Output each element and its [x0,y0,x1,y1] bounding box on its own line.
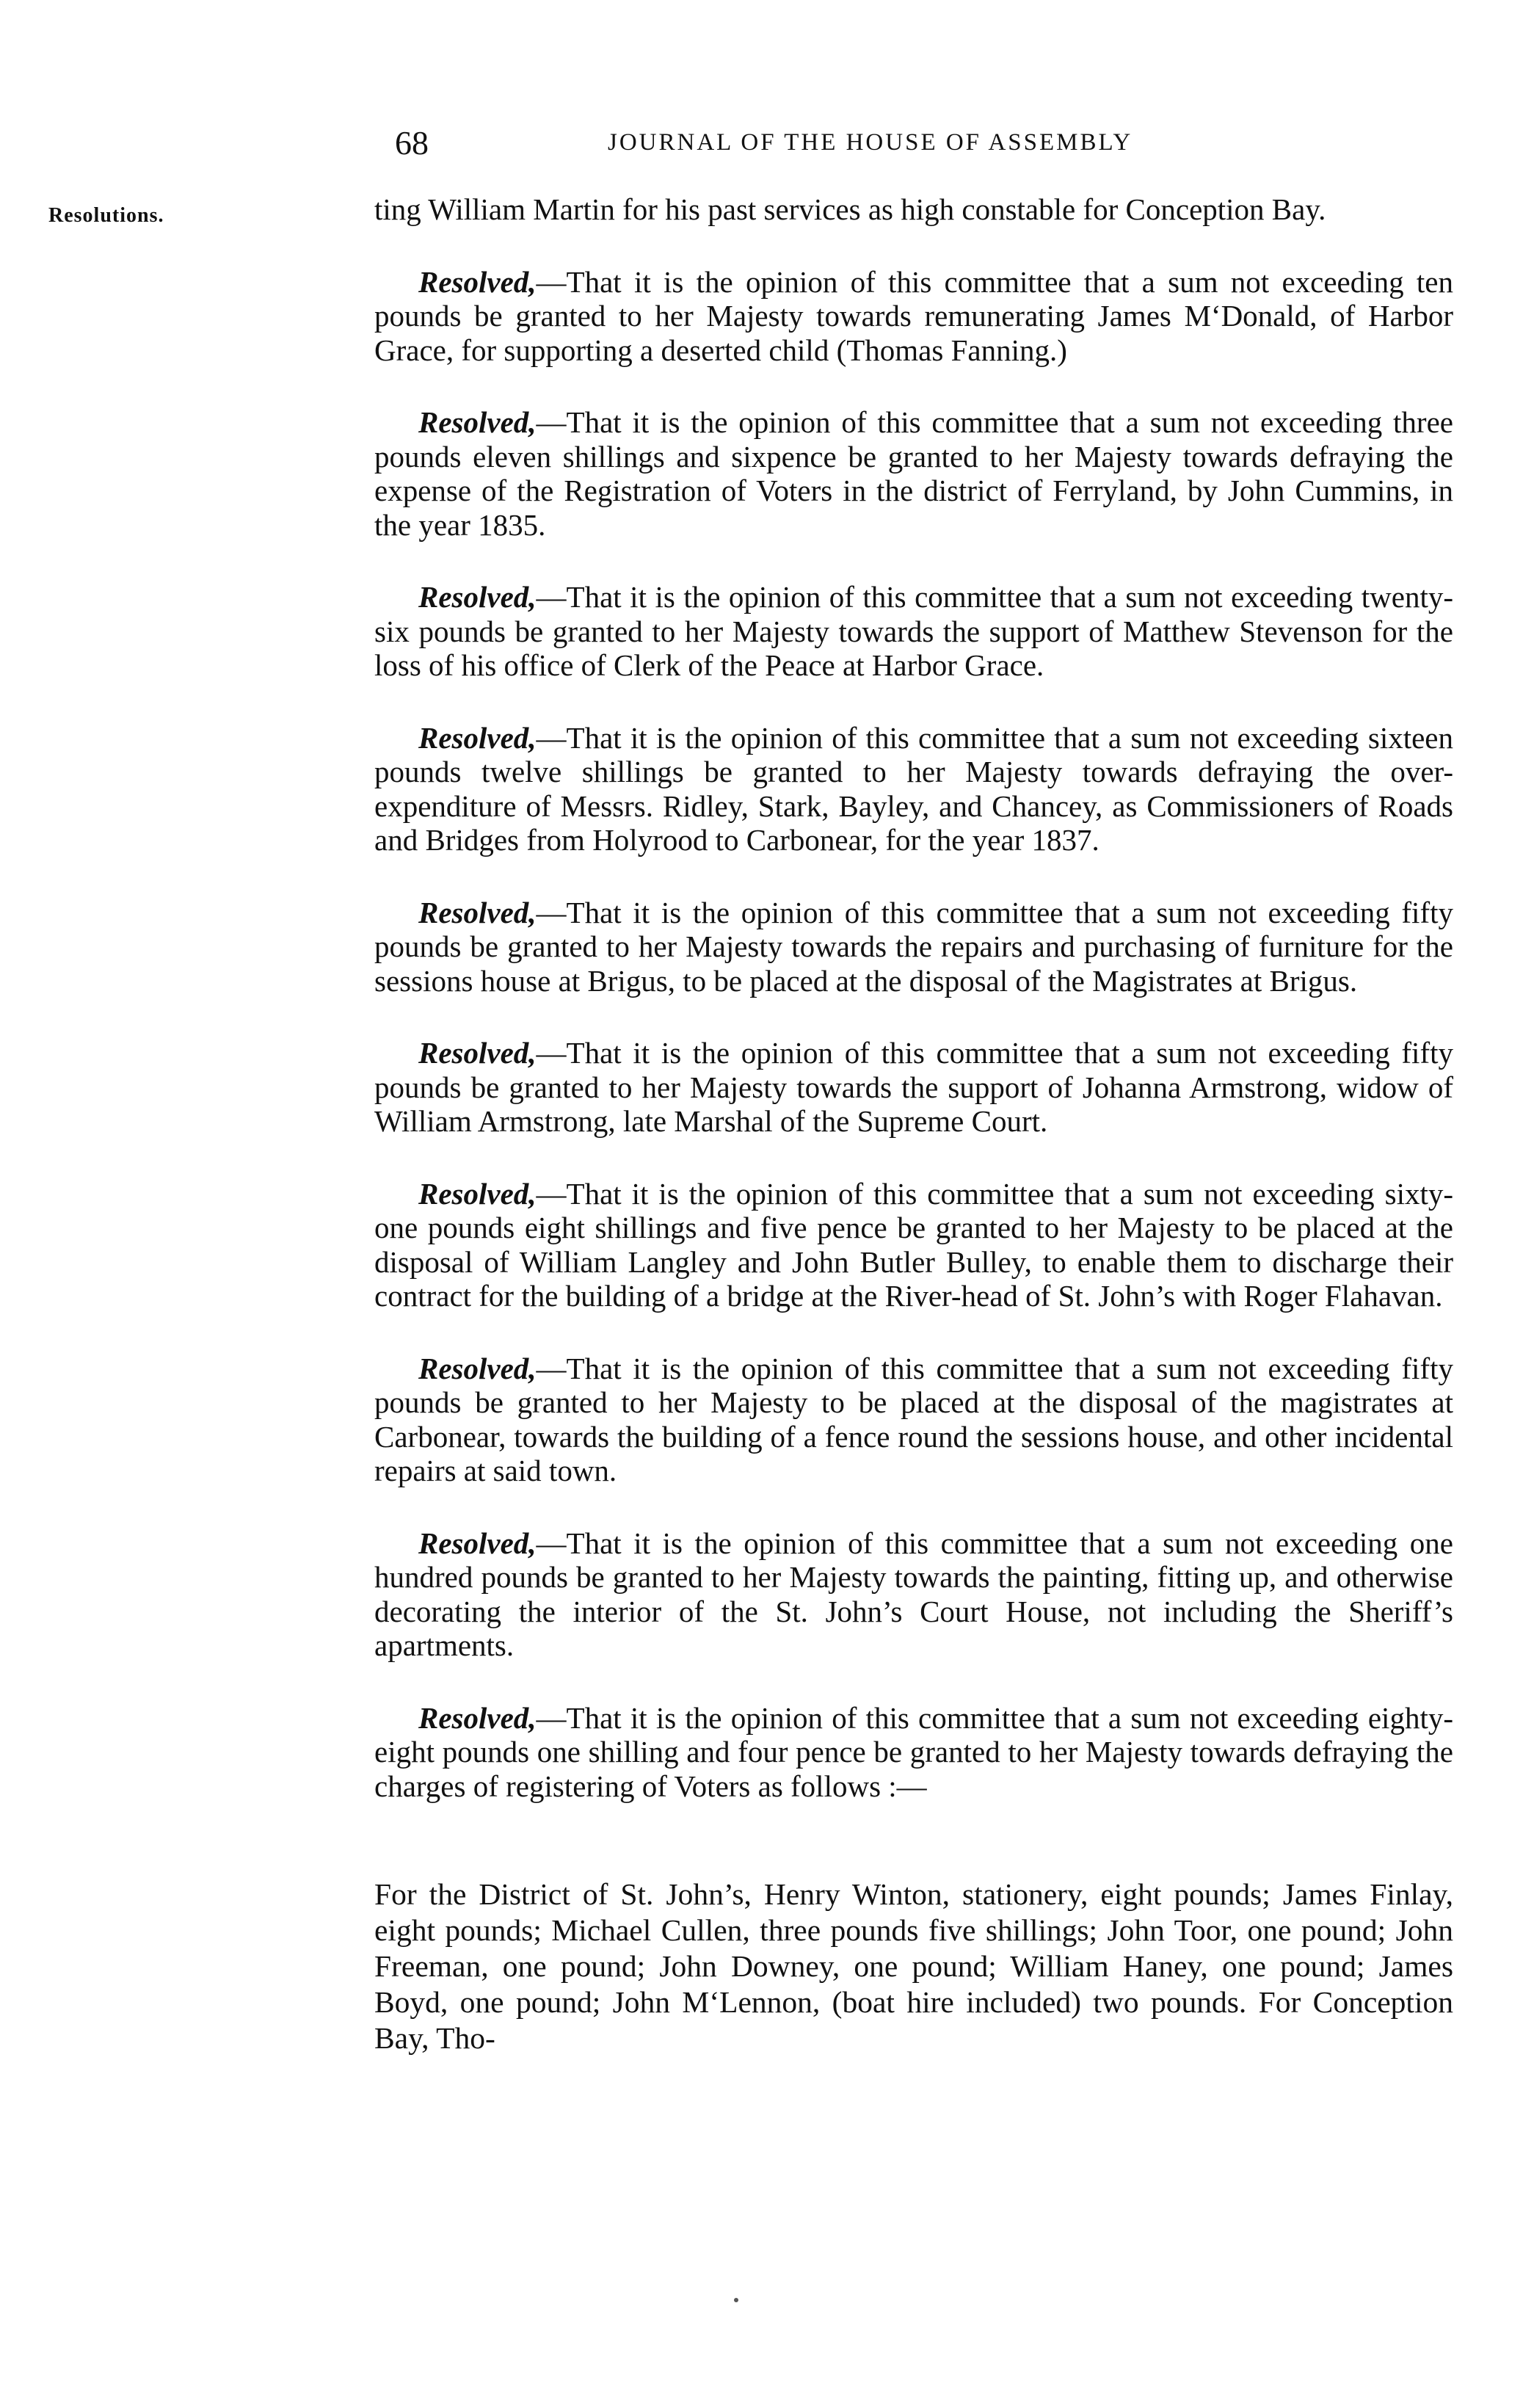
print-speck [734,2298,738,2302]
paragraph-text: —That it is the opinion of this committee that a sum not exceeding fifty pounds be granted to her Majesty towards the support of Johanna Armstrong, widow of William Armstrong, late Marshal of the Supreme Court. [374,1036,1453,1138]
voter-registration-list: For the District of St. John’s, Henry Winton, stationery, eight pounds; James Finlay, eight pounds; Michael Cullen, three pounds five shillings; John Toor, one pound; John Freeman, one pound; John Downey, one pound; William Haney, one pound; James Boyd, one pound; John M‘Lennon, (boat hire included) two pounds. For Conception Bay, Tho- [374,1877,1453,2055]
paragraph-text: —That it is the opinion of this committee that a sum not exceeding ten pounds be granted to her Majesty towards remunerating James M‘Donald, of Harbor Grace, for supporting a deserted child (Thomas Fanning.) [374,264,1453,367]
paragraph-text: —That it is the opinion of this committee that a sum not exceeding eighty-eight pounds one shilling and four pence be granted to her Majesty towards defraying the charges of registering of Voters as follows :— [374,1700,1453,1803]
resolution-lead: Resolved, [418,264,537,299]
resolution-paragraph [374,896,1453,998]
paragraph-text: —That it is the opinion of this committee that a sum not exceeding sixty-one pounds eight shillings and five pence be granted to her Majesty to be placed at the disposal of William Langley and John Butler Bulley, to enable them to discharge their contract for the building of a bridge at the River-head of St. John’s with Roger Flahavan. [374,1176,1453,1313]
paragraph-text: —That it is the opinion of this committee that a sum not exceeding fifty pounds be granted to her Majesty to be placed at the disposal of the magistrates at Carbonear, towards the building of a fence round the sessions house, and other incidental repairs at said town. [374,1351,1453,1487]
paragraph-text: ting William Martin for his past services as high constable for Conception Bay. [374,192,1326,226]
resolution-paragraph [374,405,1453,542]
body-text [374,192,1453,2095]
resolution-paragraph [374,1177,1453,1313]
paragraph-text: —That it is the opinion of this committee that a sum not exceeding fifty pounds be granted to her Majesty towards the repairs and purchasing of furniture for the sessions house at Brigus, to be placed at the disposal of the Magistrates at Brigus. [374,895,1453,998]
margin-note: Resolutions. [48,204,164,227]
resolution-paragraph [374,265,1453,368]
paragraph-text: —That it is the opinion of this committee that a sum not exceeding sixteen pounds twelve shillings be granted to her Majesty towards defraying the over-expenditure of Messrs. Ridley, Stark, Bayley, and Chancey, as Commissioners of Roads and Bridges from Holyrood to Carbonear, for the year 1837. [374,720,1453,857]
paragraph-continuation [374,192,1453,227]
resolution-lead: Resolved, [418,580,537,614]
resolution-lead: Resolved, [418,1526,537,1560]
resolution-paragraph [374,1701,1453,1804]
paragraph-text: —That it is the opinion of this committee that a sum not exceeding twenty-six pounds be granted to her Majesty towards the support of Matthew Stevenson for the loss of his office of Clerk of the Peace at Harbor Grace. [374,580,1453,682]
resolution-lead: Resolved, [418,720,537,755]
running-head: JOURNAL OF THE HOUSE OF ASSEMBLY [608,129,1133,156]
paragraph-text: —That it is the opinion of this committee that a sum not exceeding three pounds eleven shillings and sixpence be granted to her Majesty towards defraying the expense of the Registration of Voters in the district of Ferryland, by John Cummins, in the year 1835. [374,405,1453,542]
resolution-paragraph [374,1526,1453,1663]
resolution-paragraph [374,1352,1453,1488]
resolution-paragraph [374,721,1453,857]
resolution-paragraph [374,580,1453,683]
page-number: 68 [395,124,429,162]
resolution-lead: Resolved, [418,895,537,929]
resolution-lead: Resolved, [418,1036,537,1070]
resolution-lead: Resolved, [418,1176,537,1211]
resolution-lead: Resolved, [418,405,537,439]
resolution-paragraph [374,1036,1453,1139]
resolution-lead: Resolved, [418,1351,537,1385]
paragraph-text: —That it is the opinion of this committee that a sum not exceeding one hundred pounds be granted to her Majesty towards the painting, fitting up, and otherwise decorating the interior of the St. John’s Court House, not including the Sheriff’s apartments. [374,1526,1453,1662]
resolution-lead: Resolved, [418,1700,537,1735]
page-header [0,123,1534,167]
